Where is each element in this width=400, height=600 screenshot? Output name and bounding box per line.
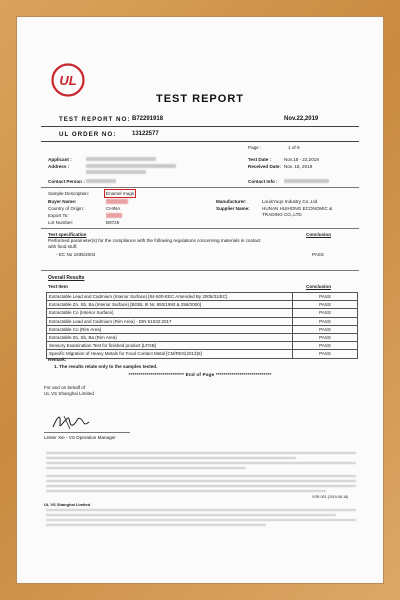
divider — [41, 126, 359, 127]
page-label: Page : — [248, 145, 262, 150]
result-cell: PASS — [293, 317, 358, 325]
remark-label: Remark: — [48, 357, 67, 362]
conclusion-column-header: Conclusion — [306, 284, 332, 289]
test-item-column-header: Test Item — [48, 284, 68, 289]
redacted-text — [106, 199, 128, 204]
result-cell: PASS — [293, 301, 358, 309]
report-number-label: TEST REPORT NO: — [59, 116, 131, 123]
supplier-name-line1: HUNAN HUIHONG ECONOMIC & — [262, 206, 333, 211]
table-row — [47, 342, 358, 350]
table-row — [47, 333, 358, 341]
received-date: Nov. 18, 2019 — [284, 164, 313, 169]
result-cell: PASS — [293, 342, 358, 350]
ul-order-label: UL ORDER NO: — [59, 131, 117, 138]
test-item-cell: Extractable Co (Rim Area) — [47, 325, 293, 333]
table-row — [47, 301, 358, 309]
results-table — [46, 292, 358, 359]
divider — [41, 270, 359, 271]
footer-company: UL VS Shanghai Limited — [44, 502, 91, 507]
end-of-page-marker: **************************** End of Page **************************** — [128, 372, 272, 377]
table-row — [47, 309, 358, 317]
report-number: B72291918 — [132, 116, 164, 122]
signature-line — [44, 432, 130, 433]
sample-description: Enamel mugs — [106, 191, 135, 196]
test-item-cell: Sensory Examination Test for finished product [LFGB] — [47, 342, 293, 350]
country-of-origin: CHINA — [106, 206, 121, 211]
supplier-name-label: Supplier Name: — [216, 206, 250, 211]
logo-text: UL — [59, 73, 77, 88]
sample-description-label: Sample Description: — [48, 191, 90, 196]
divider — [41, 228, 359, 229]
report-document — [16, 16, 384, 584]
redacted-text — [106, 213, 122, 218]
ec-regulation: - EC No 1935/2004 — [56, 252, 96, 257]
test-item-cell: Extractable Zn, Sb, Ba (Interior Surface) [BGBL III Nr. 893/1993 & 259/2000] — [47, 301, 293, 309]
table-row — [47, 317, 358, 325]
redacted-text — [86, 164, 176, 168]
divider — [41, 141, 359, 142]
test-item-cell: Extractable Lead and Cadmium (Rim Area) - DIN 51032:2017 — [47, 317, 293, 325]
signer-name: Lester Xie - VS Operation Manager — [44, 435, 116, 440]
result-cell: PASS — [293, 350, 358, 358]
contact-person-label: Contact Person : — [48, 179, 85, 184]
manufacturer: LouisYuqo Industry Co.,Ltd — [262, 199, 318, 204]
test-item-cell: Extractable Lead and Cadmium (Interior Surface) [84-500-EEC Amended By 2005/31/EC] — [47, 293, 293, 301]
lot-number-label: Lot Number: — [48, 220, 74, 225]
remark-text: 1. The results relate only to the samples tested. — [54, 364, 158, 369]
applicant-label: Applicant : — [48, 157, 72, 162]
export-to-label: Export To: — [48, 213, 69, 218]
table-row — [47, 325, 358, 333]
ul-logo-icon — [51, 63, 85, 97]
country-of-origin-label: Country of Origin: — [48, 206, 84, 211]
result-cell: PASS — [293, 293, 358, 301]
supplier-name-line2: TRADING CO.,LTD — [262, 212, 302, 217]
spec-text-line2: with food stuff. — [48, 244, 78, 249]
test-specification-heading: Test specification — [48, 232, 87, 237]
redacted-text — [284, 179, 329, 183]
spec-text-line1: Performed parameter(s) for the compliance with the following regulations concerning materials in contact — [48, 238, 261, 243]
redacted-text — [86, 157, 156, 161]
report-date: Nov.22,2019 — [284, 116, 319, 122]
test-date-label: Test Date : — [248, 157, 272, 162]
divider — [41, 187, 359, 188]
received-date-label: Received Date: — [248, 164, 281, 169]
result-cell: PASS — [293, 309, 358, 317]
result-cell: PASS — [293, 325, 358, 333]
conclusion-heading: Conclusion — [306, 232, 332, 237]
table-row — [47, 293, 358, 301]
page-number: 1 of 9 — [288, 145, 300, 150]
manufacturer-label: Manufacturer: — [216, 199, 247, 204]
contact-info-label: Contact Info : — [248, 179, 278, 184]
table-row — [47, 350, 358, 358]
test-item-cell: Extractable Co (Interior Surface) — [47, 309, 293, 317]
address-label: Address : — [48, 164, 70, 169]
result-cell: PASS — [293, 333, 358, 341]
test-item-cell: Specific Migration of Heavy Metals for Food Contact Metal [CM/RES(2013)9] — [47, 350, 293, 358]
on-behalf-line: For and on behalf of — [44, 385, 86, 390]
buyer-name-label: Buyer Name: — [48, 199, 77, 204]
test-item-cell: Extractable Zn, Sb, Ba (Rim Area) — [47, 333, 293, 341]
overall-results-heading: Overall Results — [48, 275, 85, 281]
signature-icon — [50, 410, 92, 432]
redacted-text — [86, 170, 146, 174]
document-code: VSR-001 (2019-06-18) — [312, 495, 349, 499]
redacted-text — [86, 179, 116, 183]
lot-number: B9725 — [106, 220, 120, 225]
ul-order-number: 13122577 — [132, 131, 159, 137]
company-name: UL VS Shanghai Limited — [44, 391, 94, 396]
ec-result: PASS — [312, 252, 324, 257]
page-title: TEST REPORT — [155, 93, 244, 105]
test-date: Nov.18 - 22,2019 — [284, 157, 319, 162]
